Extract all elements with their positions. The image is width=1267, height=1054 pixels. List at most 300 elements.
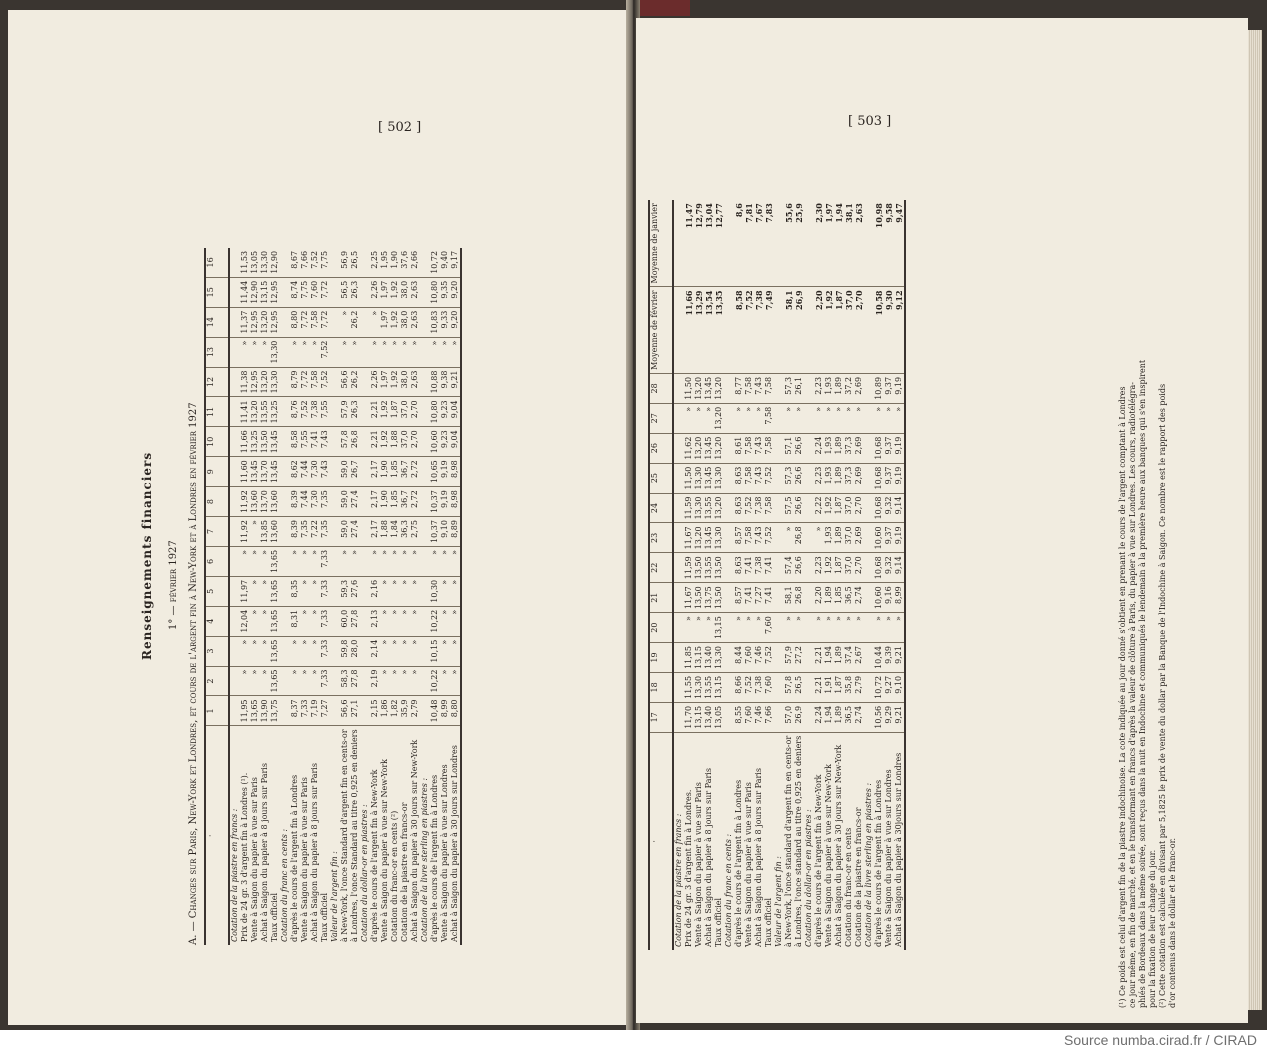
table-cell: »: [260, 606, 270, 636]
table-cell: 1,89: [834, 523, 844, 553]
table-cell: 1,93: [824, 433, 834, 463]
table-cell: 13,75: [704, 583, 714, 613]
table-cell: 56,5: [340, 277, 350, 307]
table-cell: 13,75: [270, 696, 280, 726]
table-cell: »: [300, 337, 310, 367]
table-cell: 13,30: [714, 643, 724, 673]
header-label-column: ·: [205, 726, 229, 945]
table-cell: »: [410, 576, 420, 606]
table-row: [864, 200, 874, 950]
table-cell: [864, 643, 874, 673]
table-cell: 13,20: [714, 403, 724, 433]
table-cell: 11,70: [684, 702, 694, 732]
table-cell: 37,0: [844, 553, 854, 583]
table-cell: 1,89: [834, 433, 844, 463]
table-cell: 13,45: [704, 373, 714, 403]
table-cell: 1,89: [834, 463, 844, 493]
table-cell: 1,82: [390, 696, 400, 726]
table-cell: »: [240, 636, 250, 666]
table-cell: [420, 517, 430, 547]
table-row: [250, 248, 260, 945]
table-cell: 11,50: [684, 463, 694, 493]
row-label: Taux officiel: [270, 892, 279, 942]
table-cell: 2,21: [370, 397, 380, 427]
table-cell: 57,9: [340, 397, 350, 427]
table-row: [784, 200, 794, 950]
table-cell: 56,6: [340, 367, 350, 397]
table-cell: 11,62: [684, 433, 694, 463]
row-label: Cotation du franc-or en cents: [844, 827, 853, 947]
table-cell: 7,60: [744, 702, 754, 732]
header-day-2: 18: [649, 672, 673, 702]
table-cell: [360, 457, 370, 487]
table-cell: 13,30: [694, 493, 704, 523]
section-heading: Valeur de l'argent fin :: [330, 851, 339, 942]
table-cell: 37,3: [844, 463, 854, 493]
table-cell: »: [370, 307, 380, 337]
header-day-6: 22: [649, 553, 673, 583]
table-cell: »: [380, 666, 390, 696]
table-cell: »: [310, 666, 320, 696]
row-label: à Londres, l'once Standard au titre 0,925 en deniers: [350, 729, 359, 942]
table-cell: 26,1: [794, 373, 804, 403]
table-cell: 1,92: [824, 493, 834, 523]
table-cell: 1,93: [824, 373, 834, 403]
table-cell: 2,23: [814, 373, 824, 403]
table-cell: 1,85: [390, 457, 400, 487]
table-cell: 8,6: [734, 200, 744, 287]
table-cell: 7,52: [764, 643, 774, 673]
table-cell: »: [400, 636, 410, 666]
table-cell: »: [440, 666, 450, 696]
table-cell: 7,38: [754, 287, 764, 373]
table-cell: »: [260, 636, 270, 666]
table-cell: [330, 666, 340, 696]
table-cell: 58,1: [784, 583, 794, 613]
table-cell: [330, 696, 340, 726]
table-cell: 2,17: [370, 457, 380, 487]
table-cell: 9,33: [440, 307, 450, 337]
table-row: [240, 248, 250, 945]
table-cell: 26,5: [794, 672, 804, 702]
table-cell: 2,20: [814, 583, 824, 613]
table-cell: 2,79: [410, 696, 420, 726]
table-cell: [673, 613, 684, 643]
table-cell: 11,67: [684, 523, 694, 553]
table-cell: »: [440, 606, 450, 636]
table-cell: 13,85: [260, 517, 270, 547]
table-row: [764, 200, 774, 950]
table-cell: 26,8: [350, 427, 360, 457]
row-label: Vente à Saigon du papier à vue sur Paris: [694, 782, 703, 947]
table-cell: [330, 337, 340, 367]
row-label: Achat à Saigon du papier à 8 jours sur Paris: [704, 768, 713, 947]
table-cell: 28,0: [350, 636, 360, 666]
table-cell: 10,60: [430, 427, 440, 457]
table-row: [410, 248, 420, 945]
table-cell: [330, 517, 340, 547]
table-cell: »: [340, 337, 350, 367]
table-cell: 57,3: [784, 373, 794, 403]
table-cell: 9,12: [894, 287, 905, 373]
table-cell: »: [440, 337, 450, 367]
table-cell: 10,37: [430, 487, 440, 517]
table-cell: 8,99: [894, 583, 905, 613]
table-cell: 9,04: [450, 427, 461, 457]
table-cell: [864, 613, 874, 643]
row-label: Vente à Saigon du papier à vue sur New-York: [824, 763, 833, 947]
table-cell: 11,50: [684, 373, 694, 403]
table-cell: [673, 463, 684, 493]
table-cell: 7,33: [320, 606, 330, 636]
table-cell: [804, 583, 814, 613]
table-row: [340, 248, 350, 945]
table-cell: 9,20: [450, 277, 461, 307]
table-cell: 7,38: [754, 672, 764, 702]
table-cell: »: [260, 337, 270, 367]
table-cell: 27,2: [794, 643, 804, 673]
table-cell: 1,87: [834, 553, 844, 583]
table-cell: 9,04: [450, 397, 461, 427]
table-cell: »: [874, 613, 884, 643]
table-cell: »: [260, 666, 270, 696]
table-cell: 1,87: [834, 493, 844, 523]
table-cell: 13,45: [704, 463, 714, 493]
table-cell: 7,27: [754, 583, 764, 613]
table-cell: »: [874, 403, 884, 433]
table-cell: 9,27: [884, 672, 894, 702]
footnote-line: ce jour même, en fin de marché, et en le transformant en francs d'après la valeur de clôture à Paris, du papier à vue sur Londres. Les cours, radiotélégra-: [1128, 382, 1137, 1008]
table-cell: 9,32: [884, 553, 894, 583]
table-cell: 7,58: [744, 373, 754, 403]
table-row: [794, 200, 804, 950]
table-cell: 2,70: [410, 397, 420, 427]
table-cell: [804, 523, 814, 553]
table-cell: [774, 613, 784, 643]
table-cell: 8,89: [450, 517, 461, 547]
table-cell: »: [854, 403, 864, 433]
table-cell: 8,57: [734, 583, 744, 613]
table-cell: »: [744, 403, 754, 433]
table-cell: 27,4: [350, 487, 360, 517]
table-cell: 35,9: [400, 696, 410, 726]
table-cell: [724, 613, 734, 643]
table-cell: [804, 493, 814, 523]
table-cell: »: [250, 636, 260, 666]
table-cell: 59,0: [340, 487, 350, 517]
table-cell: 26,9: [794, 287, 804, 373]
table-cell: 13,20: [260, 307, 270, 337]
table-cell: 11,37: [240, 307, 250, 337]
table-cell: »: [440, 546, 450, 576]
table-cell: 13,20: [694, 523, 704, 553]
table-cell: 7,75: [320, 248, 330, 277]
table-cell: 12,95: [270, 277, 280, 307]
table-cell: 2,26: [370, 367, 380, 397]
table-cell: 13,50: [694, 583, 704, 613]
table-cell: [724, 672, 734, 702]
footnote-line: (¹) Ce poids est celui d'argent fin de la piastre indochinoise. La cote indiquée au jour donné s'obtient en prenant le cours de l'argent comptant à Londres: [1118, 386, 1127, 1008]
table-cell: [229, 696, 240, 726]
table-cell: »: [824, 613, 834, 643]
table-cell: [360, 546, 370, 576]
row-label: d'après le cours de l'argent fin à Londres: [874, 779, 883, 947]
table-row: [260, 248, 270, 945]
table-row: [310, 248, 320, 945]
table-row: [724, 200, 734, 950]
table-cell: 35,8: [844, 672, 854, 702]
table-cell: [673, 643, 684, 673]
table-cell: 7,46: [754, 643, 764, 673]
table-cell: »: [260, 546, 270, 576]
table-cell: [420, 337, 430, 367]
table-cell: 13,55: [704, 493, 714, 523]
table-cell: 13,54: [704, 287, 714, 373]
table-cell: »: [290, 337, 300, 367]
table-cell: 10,80: [430, 277, 440, 307]
table-cell: 10,72: [430, 248, 440, 277]
table-cell: 1,97: [380, 367, 390, 397]
table-cell: 1,85: [834, 583, 844, 613]
table-cell: 11,44: [240, 277, 250, 307]
table-cell: [280, 367, 290, 397]
table-cell: 8,74: [290, 277, 300, 307]
table-cell: [864, 403, 874, 433]
table-row: [440, 248, 450, 945]
table-cell: 2,30: [814, 200, 824, 287]
table-cell: 7,58: [764, 403, 774, 433]
table-cell: »: [390, 337, 400, 367]
table-cell: [360, 337, 370, 367]
page-number-right: [ 503 ]: [848, 114, 892, 129]
table-cell: »: [370, 337, 380, 367]
table-cell: [280, 248, 290, 277]
table-cell: [724, 643, 734, 673]
table-cell: 38,0: [400, 277, 410, 307]
table-cell: 26,2: [350, 367, 360, 397]
table-cell: 7,43: [320, 427, 330, 457]
table-cell: »: [694, 403, 704, 433]
table-cell: 7,52: [300, 397, 310, 427]
table-cell: »: [300, 606, 310, 636]
header-day-4: 20: [649, 613, 673, 643]
row-label: Vente à Saigon du papier à vue sur Londres: [440, 764, 449, 942]
table-cell: 1,93: [824, 523, 834, 553]
table-cell: 37,0: [400, 427, 410, 457]
table-cell: 7,72: [320, 277, 330, 307]
row-label: Achat à Saigon du papier à 8 jours sur Paris: [754, 768, 763, 947]
table-cell: »: [754, 613, 764, 643]
table-cell: »: [684, 403, 694, 433]
table-cell: [280, 696, 290, 726]
table-cell: [804, 613, 814, 643]
table-cell: 13,20: [714, 373, 724, 403]
table-cell: 9,37: [884, 523, 894, 553]
table-cell: 7,44: [300, 487, 310, 517]
table-cell: [724, 287, 734, 373]
table-row: [673, 200, 684, 950]
table-cell: 10,56: [874, 702, 884, 732]
table-cell: »: [894, 403, 905, 433]
table-cell: »: [734, 403, 744, 433]
table-cell: »: [310, 576, 320, 606]
table-cell: [420, 457, 430, 487]
table-cell: 9,37: [884, 463, 894, 493]
table-cell: 1,92: [390, 307, 400, 337]
table-cell: »: [350, 337, 360, 367]
table-cell: 7,33: [300, 696, 310, 726]
table-cell: »: [260, 576, 270, 606]
table-cell: 56,6: [340, 696, 350, 726]
table-cell: [804, 287, 814, 373]
table-cell: 10,44: [874, 643, 884, 673]
table-cell: »: [704, 403, 714, 433]
table-cell: 13,20: [694, 373, 704, 403]
table-cell: »: [814, 523, 824, 553]
table-cell: »: [854, 613, 864, 643]
table-cell: 2,16: [370, 576, 380, 606]
table-cell: [229, 337, 240, 367]
table-cell: 13,40: [704, 643, 714, 673]
table-cell: 7,83: [764, 200, 774, 287]
table-cell: 1,85: [390, 487, 400, 517]
table-cell: 10,68: [874, 433, 884, 463]
right-page: [636, 18, 1248, 1023]
table-cell: 2,21: [814, 643, 824, 673]
table-cell: 2,15: [370, 696, 380, 726]
row-label: d'après le cours de l'argent fin à New-York: [814, 774, 823, 947]
table-cell: [673, 702, 684, 732]
table-cell: 7,38: [754, 493, 764, 523]
table-cell: »: [310, 636, 320, 666]
table-cell: 7,49: [764, 287, 774, 373]
table-cell: 9,10: [894, 672, 905, 702]
table-cell: [360, 307, 370, 337]
table-cell: [229, 457, 240, 487]
table-cell: 2,63: [854, 200, 864, 287]
table-cell: [229, 367, 240, 397]
table-cell: 27,4: [350, 517, 360, 547]
table-cell: 9,19: [440, 487, 450, 517]
table-cell: 1,94: [834, 200, 844, 287]
table-cell: 10,88: [430, 367, 440, 397]
table-cell: 13,35: [714, 287, 724, 373]
table-cell: 13,50: [714, 583, 724, 613]
table-cell: [673, 403, 684, 433]
table-cell: »: [240, 337, 250, 367]
row-label: Vente à Saigon du papier à vue sur Londres: [884, 769, 893, 947]
table-cell: 8,63: [734, 493, 744, 523]
table-cell: [774, 493, 784, 523]
table-cell: »: [734, 613, 744, 643]
header-day-10: 10: [205, 427, 229, 457]
table-cell: [724, 523, 734, 553]
table-cell: 7,27: [320, 696, 330, 726]
table-cell: 10,80: [430, 397, 440, 427]
right-table-block: [648, 200, 906, 950]
table-cell: 7,58: [310, 367, 320, 397]
table-cell: [774, 287, 784, 373]
table-cell: [724, 583, 734, 613]
header-day-12: 12: [205, 367, 229, 397]
table-cell: »: [250, 606, 260, 636]
table-cell: 9,40: [440, 248, 450, 277]
table-cell: 7,52: [764, 523, 774, 553]
table-row: [854, 200, 864, 950]
table-cell: [673, 200, 684, 287]
table-cell: 2,23: [814, 463, 824, 493]
table-cell: »: [250, 517, 260, 547]
table-cell: 7,22: [310, 517, 320, 547]
row-label: d'après le cours de l'argent fin à Londres: [734, 779, 743, 947]
table-cell: 2,74: [854, 583, 864, 613]
table-cell: »: [250, 337, 260, 367]
table-cell: [229, 517, 240, 547]
table-cell: »: [290, 546, 300, 576]
table-cell: 8,39: [290, 517, 300, 547]
table-cell: »: [744, 613, 754, 643]
table-cell: »: [380, 576, 390, 606]
table-cell: 11,95: [240, 696, 250, 726]
table-cell: [673, 523, 684, 553]
section-heading: Cotation de la piastre en francs :: [230, 808, 239, 942]
table-cell: 1,92: [390, 367, 400, 397]
table-cell: 1,89: [824, 583, 834, 613]
table-cell: »: [340, 546, 350, 576]
table-cell: 7,72: [300, 367, 310, 397]
table-cell: »: [390, 546, 400, 576]
table-cell: 1,87: [390, 397, 400, 427]
table-cell: »: [410, 666, 420, 696]
table-cell: 10,68: [874, 553, 884, 583]
table-cell: 13,60: [270, 487, 280, 517]
table-cell: 8,79: [290, 367, 300, 397]
header-day-1: 17: [649, 702, 673, 732]
table-cell: 13,45: [704, 433, 714, 463]
table-cell: 7,66: [300, 248, 310, 277]
table-row: [824, 200, 834, 950]
table-cell: 59,0: [340, 457, 350, 487]
table-cell: [864, 523, 874, 553]
table-cell: 9,37: [884, 373, 894, 403]
table-row: [320, 248, 330, 945]
table-row: [694, 200, 704, 950]
table-cell: [330, 248, 340, 277]
table-row: [290, 248, 300, 945]
table-cell: [774, 672, 784, 702]
table-cell: [673, 433, 684, 463]
table-cell: 7,41: [744, 553, 754, 583]
table-row: [884, 200, 894, 950]
table-cell: »: [240, 666, 250, 696]
table-cell: [864, 463, 874, 493]
table-cell: 11,92: [240, 487, 250, 517]
table-cell: 11,38: [240, 367, 250, 397]
table-cell: 57,8: [784, 672, 794, 702]
table-cell: [420, 248, 430, 277]
table-cell: [673, 493, 684, 523]
table-cell: 2,69: [854, 523, 864, 553]
header-day-4: 4: [205, 606, 229, 636]
table-cell: »: [884, 613, 894, 643]
table-cell: 2,19: [370, 666, 380, 696]
table-cell: 36,5: [844, 702, 854, 732]
table-cell: 13,70: [260, 457, 270, 487]
table-cell: 13,45: [250, 457, 260, 487]
table-cell: [724, 553, 734, 583]
table-cell: [360, 576, 370, 606]
table-cell: 1,92: [380, 397, 390, 427]
